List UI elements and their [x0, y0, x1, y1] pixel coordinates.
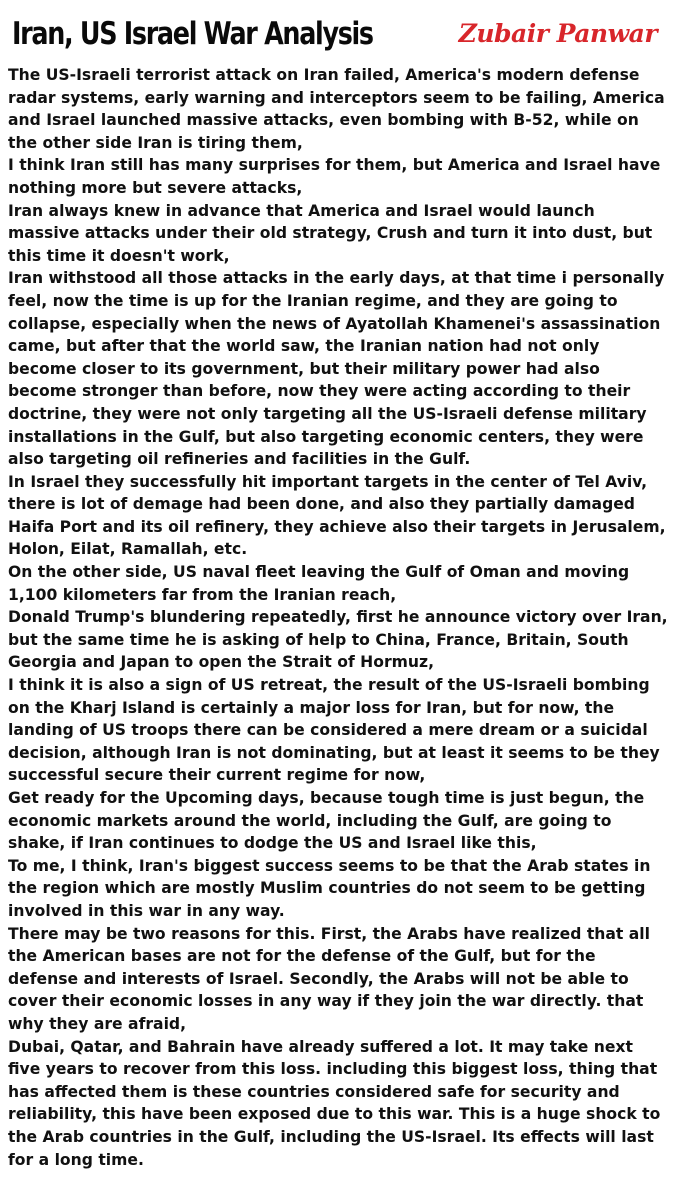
- paragraph-2: I think Iran still has many surprises for them, but America and Israel have nothing more but severe attacks,: [8, 156, 661, 197]
- article-body: [8, 64, 670, 1171]
- paragraph-6: On the other side, US naval fleet leaving the Gulf of Oman and moving 1,100 kilometers far from the Iranian reach,: [8, 563, 630, 604]
- paragraph-12: Dubai, Qatar, and Bahrain have already suffered a lot. It may take next five years to recover from this loss. including this biggest loss, thing that has affected them is these countries considered safe for security and reliability, this have been exposed due to this war. This is a huge shock to the Arab countries in the Gulf, including the US-Israel. Its effects will last for a long time.: [8, 1037, 661, 1169]
- paragraph-3: Iran always knew in advance that America and Israel would launch massive attacks under their old strategy, Crush and turn it into dust, but this time it doesn't work,: [8, 201, 653, 265]
- paragraph-7: Donald Trump's blundering repeatedly, first he announce victory over Iran, but the same time he is asking of help to China, France, Britain, South Georgia and Japan to open the Strait of Hormuz,: [8, 608, 668, 672]
- page-title: Iran, US Israel War Analysis: [12, 16, 373, 52]
- author-signature: Zubair Panwar: [458, 19, 657, 48]
- paragraph-4: Iran withstood all those attacks in the early days, at that time i personally feel, now the time is up for the Iranian regime, and they are going to collapse, especially when the news of Ayatollah Khamenei's assassination came, but after that the world saw, the Iranian nation had not only become closer to its government, but their military power had also become stronger than before, now they were acting according to their doctrine, they were not only targeting all the US-Israeli defense military installations in the Gulf, but also targeting economic centers, they were also targeting oil refineries and facilities in the Gulf.: [8, 269, 665, 469]
- paragraph-5: In Israel they successfully hit important targets in the center of Tel Aviv, there is lot of demage had been done, and also they partially damaged Haifa Port and its oil refinery, they achieve also their targets in Jerusalem, Holon, Eilat, Ramallah, etc.: [8, 472, 666, 559]
- paragraph-8: I think it is also a sign of US retreat, the result of the US-Israeli bombing on the Kharj Island is certainly a major loss for Iran, but for now, the landing of US troops there can be considered a mere dream or a suicidal decision, although Iran is not dominating, but at least it seems to be they successful secure their current regime for now,: [8, 676, 660, 785]
- paragraph-9: Get ready for the Upcoming days, because tough time is just begun, the economic markets around the world, including the Gulf, are going to shake, if Iran continues to dodge the US and Israel like this,: [8, 789, 645, 853]
- paragraph-1: The US-Israeli terrorist attack on Iran failed, America's modern defense radar systems, early warning and interceptors seem to be failing, America and Israel launched massive attacks, even bombing with B-52, while on the other side Iran is tiring them,: [8, 66, 665, 152]
- paragraph-11: There may be two reasons for this. First, the Arabs have realized that all the American bases are not for the defense of the Gulf, but for the defense and interests of Israel. Secondly, the Arabs will not be able to cover their economic losses in any way if they join the war directly. that why they are afraid,: [8, 924, 650, 1033]
- paragraph-10: To me, I think, Iran's biggest success seems to be that the Arab states in the region which are mostly Muslim countries do not seem to be getting involved in this war in any way.: [8, 856, 651, 920]
